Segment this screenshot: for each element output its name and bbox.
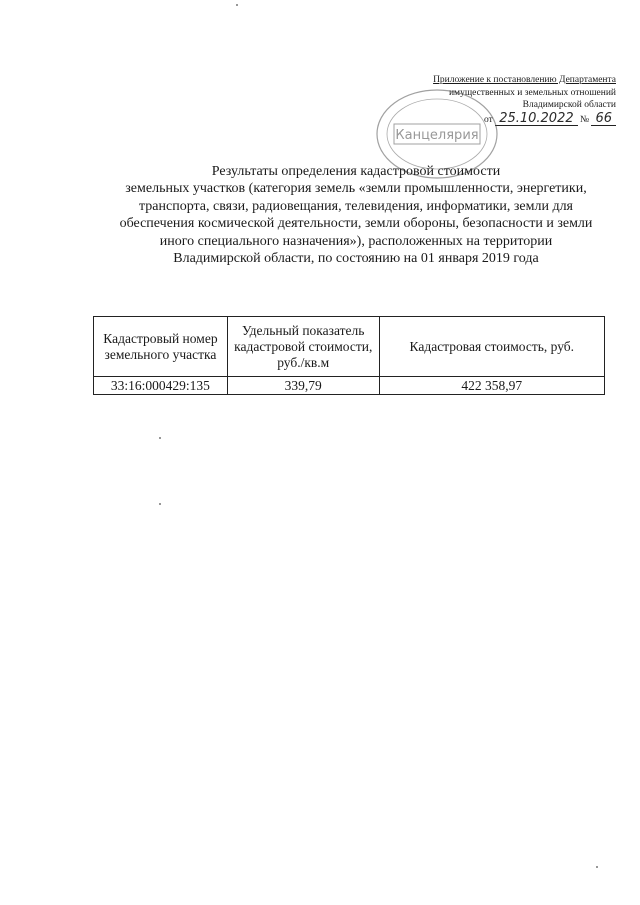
- header-cadastral-value: Кадастровая стоимость, руб.: [379, 317, 604, 377]
- appendix-line-3: Владимирской области: [522, 100, 616, 110]
- header-cadastral-number: Кадастровый номер земельного участка: [94, 317, 228, 377]
- title-line-2: земельных участков (категория земель «земли промышленности, энергетики,: [125, 181, 587, 197]
- date-prefix: от: [484, 114, 493, 125]
- stamp-center-text: Канцелярия: [395, 128, 479, 143]
- appendix-line-2: имущественных и земельных отношений: [448, 87, 616, 98]
- header-unit-value: Удельный показатель кадастровой стоимости, руб./кв.м: [227, 317, 379, 377]
- handwritten-date: 25.10.2022: [495, 113, 577, 127]
- table-row: [94, 377, 605, 395]
- cadastral-table: [93, 316, 605, 395]
- number-prefix: №: [580, 114, 590, 125]
- cell-unit-value: 339,79: [227, 377, 379, 395]
- cell-cadastral-value: 422 358,97: [379, 377, 604, 395]
- handwritten-number: 66: [591, 113, 616, 127]
- scan-speck: [159, 503, 161, 505]
- title-line-4: обеспечения космической деятельности, земли обороны, безопасности и земли: [119, 216, 593, 232]
- title-line-3: транспорта, связи, радиовещания, телевидения, информатики, земли для: [139, 198, 573, 214]
- scan-speck: [159, 437, 161, 439]
- title-line-5: иного специального назначения»), расположенных на территории: [159, 233, 553, 249]
- scan-speck: [596, 866, 598, 868]
- title-line-1: Результаты определения кадастровой стоимости: [211, 164, 501, 179]
- table-header-row: [94, 317, 605, 377]
- appendix-line-1: Приложение к постановлению Департамента: [433, 75, 616, 85]
- cell-cadastral-number: 33:16:000429:135: [94, 377, 228, 395]
- document-title: [98, 163, 614, 267]
- title-line-6: Владимирской области, по состоянию на 01 января 2019 года: [173, 251, 539, 267]
- scan-speck: [236, 4, 238, 6]
